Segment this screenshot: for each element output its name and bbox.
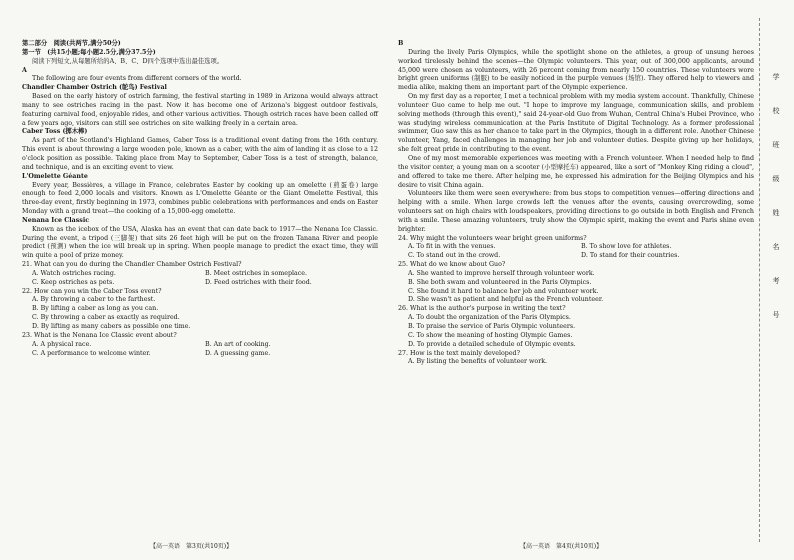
binding-info — [766, 60, 786, 332]
event-title: Nenana Ice Classic — [22, 216, 90, 224]
question-stem: 23. What is the Nenana Ice Classic event about? — [22, 331, 177, 339]
answer-option: B. To show love for athletes. — [581, 243, 672, 251]
option-row — [22, 350, 378, 359]
event-text: Known as the icebox of the USA, Alaska has an event that can date back to 1917—the Nenana Ice Classic. During the event, a tripod (三脚架) that sits 26 feet high will be put on the frozen Tanana River and people predict (预测) when the ice will break up in spring. When people manage to predict the exact time, they will win quite a pool of prize money. — [22, 225, 378, 260]
binding-label: 考 — [772, 277, 780, 285]
binding-line — [759, 18, 761, 542]
answer-option: A. To doubt the organization of the Paris Olympics. — [408, 314, 571, 322]
answer-option: C. By throwing a caber as exactly as required. — [32, 314, 180, 322]
binding-label: 名 — [772, 243, 780, 251]
option-row — [398, 252, 754, 261]
event-title: Chandler Chamber Ostrich (鸵鸟) Festival — [22, 84, 167, 92]
answer-option: A. By throwing a caber to the farthest. — [32, 296, 156, 304]
answer-option: C. To stand out in the crowd. — [408, 252, 501, 260]
event-text: Based on the early history of ostrich farming, the festival starting in 1989 in Arizona would always attract many to see ostriches racing in the past. Now it has become one of Arizona's biggest outdoor festivals, featuring carnival food, enjoyable rides, and other various activities. Though ostrich races have been called off a few years ago, visitors can still see ostriches on site walking freely in a certain area. — [22, 93, 378, 127]
answer-option: D. She wasn't as patient and helpful as the French volunteer. — [408, 296, 604, 304]
answer-option: A. She wanted to improve herself through volunteer work. — [408, 269, 595, 277]
passage-paragraph: Volunteers like them were seen everywhere: from bus stops to competition venues—offering directions and helping with a smile. When large crowds left the venues after the events, causing overcrowding, some volunteers sat on high chairs with loudspeakers, providing directions to go outside in both English and French with a smile. These amazing volunteers, truly show the Olympic spirit, making the event and Paris shine even brighter. — [398, 190, 754, 233]
binding-label: 校 — [772, 107, 780, 115]
answer-option: D. By lifting as many cabers as possible one time. — [32, 323, 191, 330]
event-title: L'Omelette Géante — [22, 172, 88, 180]
event-text: Every year, Bessières, a village in France, celebrates Easter by cooking up an omelette (煎蛋卷) large enough to feed 2,000 locals and visitors. Known as L'Omelette Géante or the Giant Omelette Festival, this three-day event, firstly beginning in 1973, combines public celebrations with performances and ends on Easter Monday with a grand treat—the cooking of a 15,000-egg omelette. — [22, 181, 378, 216]
question-stem: 27. How is the text mainly developed? — [398, 349, 520, 357]
binding-label: 号 — [772, 311, 780, 319]
question-stem: 24. Why might the volunteers wear bright green uniforms? — [398, 234, 587, 242]
answer-option: C. Keep ostriches as pets. — [32, 278, 115, 286]
event-list — [22, 84, 378, 261]
passage-paragraph: During the lively Paris Olympics, while the spotlight shone on the athletes, a group of unsung heroes worked tirelessly behind the scenes—the Olympic volunteers. This year, out of 300,000 applicants, around 45,000 were chosen as volunteers, with 26 percent coming from nearly 150 countries. These volunteers wore bright green uniforms (制服) to be easily noticed in the purple venues (场馆). They offered help to viewers and media alike, making them an important part of the Olympic experience. — [398, 48, 754, 92]
answer-option: D. Feed ostriches with their food. — [205, 278, 312, 286]
binding-label: 学 — [772, 73, 780, 81]
answer-option: D. To provide a detailed schedule of Olympic events. — [408, 340, 576, 348]
binding-label: 姓 — [772, 209, 780, 217]
option-row — [398, 243, 754, 252]
option-row — [22, 341, 378, 350]
right-column — [398, 40, 754, 367]
question-stem: 22. How can you win the Caber Toss event? — [22, 287, 162, 295]
passage-paragraph: One of my most memorable experiences was meeting with a French volunteer. When I needed help to find the visitor center, a young man on a scooter (小型摩托车) appeared, like a sort of "Monkey King riding a cloud", and offered to take me there. After helping me, he expressed his admiration for the Beijing Olympics and his desire to visit China again. — [398, 154, 754, 189]
answer-option: C. A performance to welcome winter. — [32, 349, 151, 357]
passage-letter: A — [22, 66, 27, 74]
instruction: 阅读下列短文,从每题所给的A、B、C、D四个选项中选出最佳选项。 — [32, 57, 224, 65]
left-column — [22, 40, 378, 358]
answer-option: B. An art of cooking. — [205, 340, 271, 348]
question-stem: 25. What do we know about Guo? — [398, 261, 506, 269]
question-stem: 21. What can you do during the Chandler Chamber Ostrich Festival? — [22, 261, 242, 269]
answer-option: B. She both swam and volunteered in the Paris Olympics. — [408, 278, 592, 286]
answer-option: D. A guessing game. — [205, 349, 271, 357]
answer-option: C. To show the meaning of hosting Olympic Games. — [408, 331, 573, 339]
passage-letter: B — [398, 40, 404, 47]
option-row — [22, 270, 378, 279]
sub-title: 第一节 (共15小题;每小题2.5分,满分37.5分) — [22, 48, 156, 56]
page-footer: 【高一英语 第4页(共10页)】 — [520, 543, 603, 550]
page-footer: 【高一英语 第3页(共10页)】 — [150, 543, 233, 550]
passage-paragraph: On my first day as a reporter, I met a technical problem with my media system account. Thankfully, Chinese volunteer Guo came to help me out. "I hope to improve my language, communication skills, and problem solving methods (through this event)," said 24-year-old Guo from Wuhan, Central China's Hubei Province, who was studying wireless communication at the Paris Institute of Digital Technology. As a former professional swimmer, Guo saw this as her chance to take part in the Olympics, though in a different role. Another Chinese volunteer, Yang, faced challenges in managing her job and volunteer duties. Despite giving up her holidays, she felt great pride in contributing to the event. — [398, 93, 754, 154]
answer-option: C. She found it hard to balance her job and volunteer work. — [408, 287, 599, 295]
binding-label: 级 — [772, 175, 780, 183]
answer-option: A. To fit in with the venues. — [408, 243, 496, 251]
answer-option: A. Watch ostriches racing. — [32, 269, 116, 277]
passage-body — [398, 49, 754, 235]
answer-option: D. To stand for their countries. — [581, 252, 680, 260]
answer-option: A. By listing the benefits of volunteer work. — [408, 358, 548, 366]
answer-option: B. By lifting a caber as long as you can. — [32, 305, 159, 313]
question-list — [398, 235, 754, 368]
event-text: As part of the Scotland's Highland Games, Caber Toss is a traditional event dating from the 16th century. This event is about throwing a large wooden pole, known as a caber, with the aim of landing it as close to a 12 o'clock position as possible. Taking place from May to September, Caber Toss is a test of strength, balance, and technique, and is an exciting event to view. — [22, 137, 378, 171]
binding-label: 班 — [772, 141, 780, 149]
event-title: Caber Toss (掷木棒) — [22, 128, 88, 136]
answer-option: B. Meet ostriches in someplace. — [205, 269, 308, 277]
option-row — [22, 279, 378, 288]
section-title: 第二部分 阅读(共两节,满分50分) — [22, 40, 121, 47]
answer-option: B. To praise the service of Paris Olympic volunteers. — [408, 323, 576, 330]
question-stem: 26. What is the author's purpose in writing the text? — [398, 305, 566, 313]
question-list — [22, 261, 378, 358]
answer-option: A. A physical race. — [32, 340, 92, 348]
passage-intro: The following are four events from different corners of the world. — [32, 75, 242, 83]
